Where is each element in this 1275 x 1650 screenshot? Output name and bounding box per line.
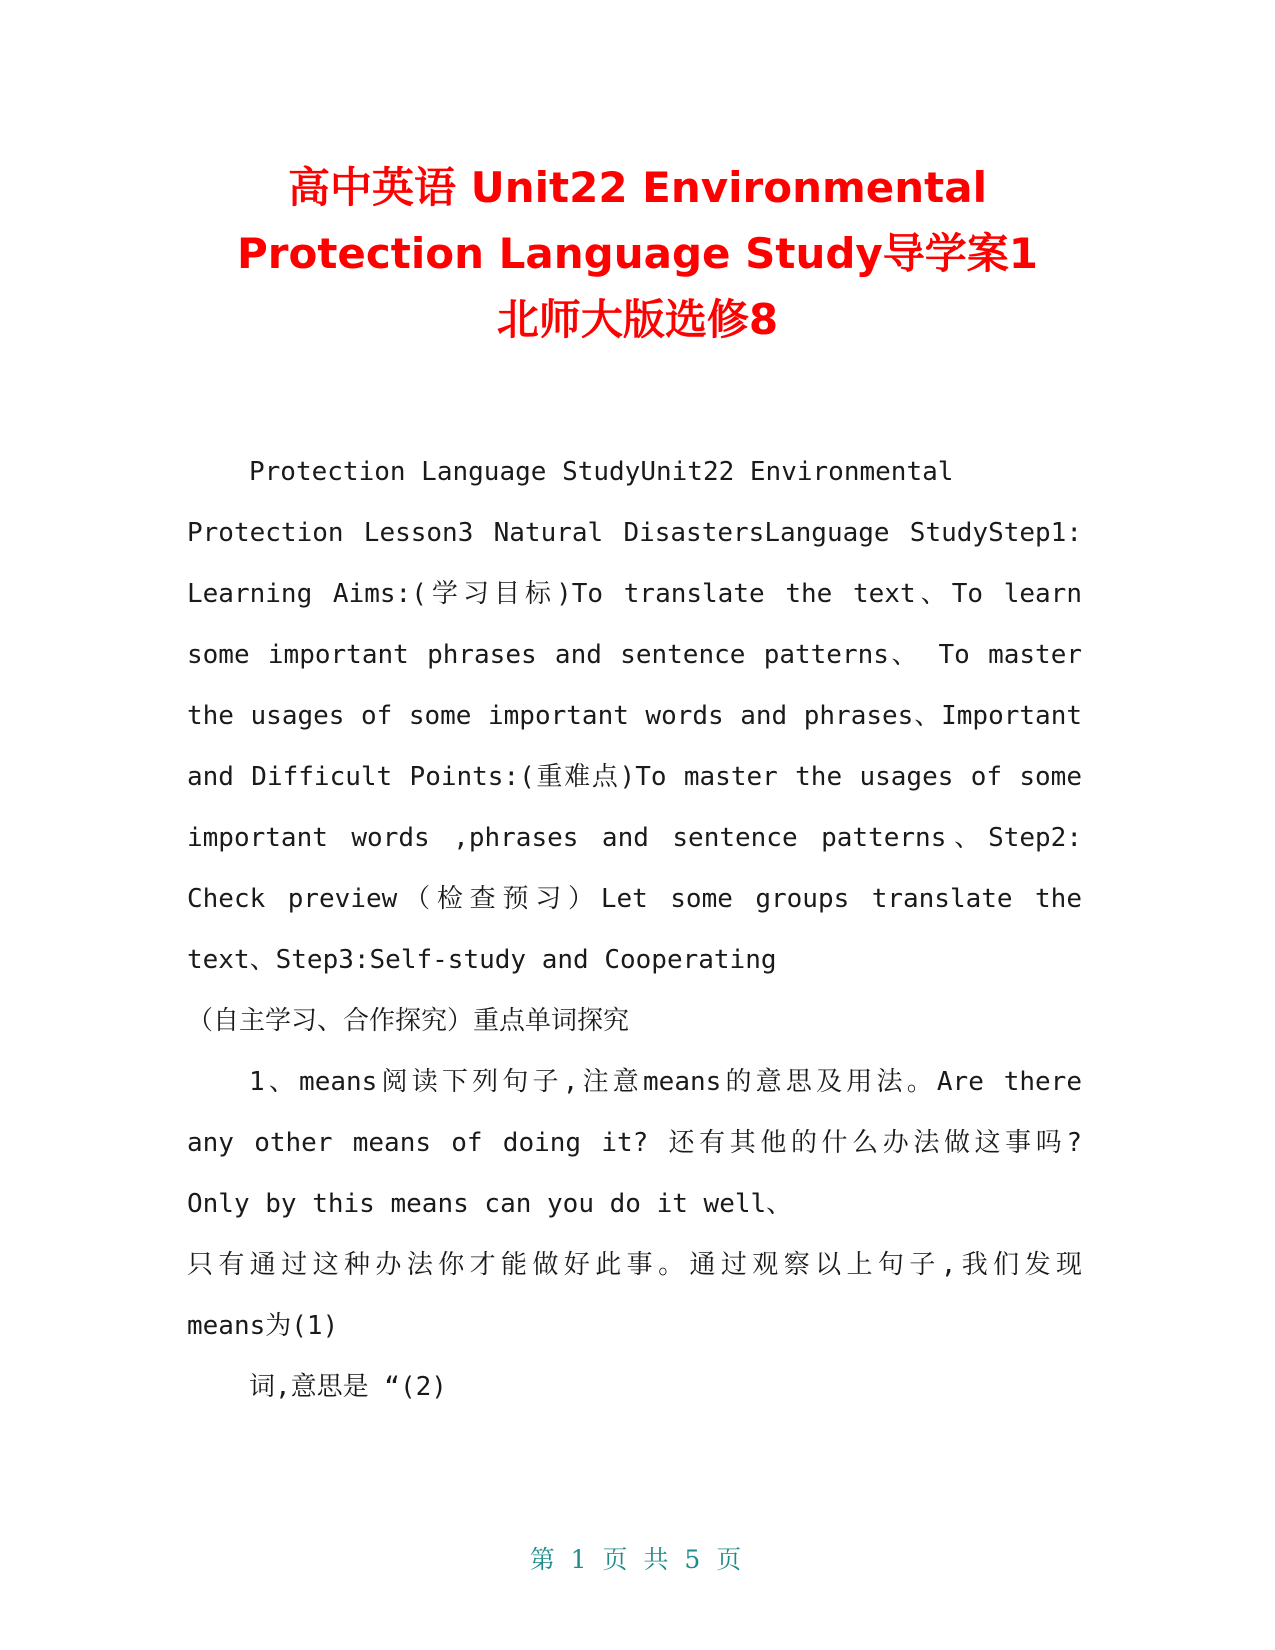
- body-line: Only by this means can you do it well、: [187, 1189, 793, 1219]
- document-title: [180, 155, 1095, 353]
- title-line-3: 北师大版选修8: [496, 295, 779, 344]
- body-line: （自主学习、合作探究）重点单词探究: [187, 1006, 630, 1036]
- document-body: [187, 442, 1082, 1418]
- body-line: Learning Aims:(学习目标)To translate the text、To learn: [187, 579, 1082, 609]
- title-line-1: 高中英语 Unit22 Environmental: [288, 163, 987, 212]
- body-line: and Difficult Points:(重难点)To master the usages of some: [187, 762, 1082, 792]
- body-line: 词,意思是 “(2): [249, 1372, 447, 1402]
- title-line-2: Protection Language Study导学案1: [236, 229, 1039, 278]
- body-line: the usages of some important words and phrases、Important: [187, 701, 1082, 731]
- body-line: 1、means阅读下列句子,注意means的意思及用法。Are there: [249, 1067, 1082, 1097]
- body-line: Check preview（检查预习）Let some groups translate the: [187, 884, 1082, 914]
- body-line: means为(1): [187, 1311, 339, 1341]
- body-line: Protection Language StudyUnit22 Environmental: [249, 457, 954, 487]
- body-line: important words ,phrases and sentence patterns、Step2:: [187, 823, 1082, 853]
- body-line: some important phrases and sentence patterns、 To master: [187, 640, 1082, 670]
- body-line: 只有通过这种办法你才能做好此事。通过观察以上句子,我们发现: [187, 1250, 1082, 1280]
- body-line: any other means of doing it? 还有其他的什么办法做这事吗?: [187, 1128, 1082, 1158]
- body-line: text、Step3:Self-study and Cooperating: [187, 945, 777, 975]
- body-line: Protection Lesson3 Natural DisastersLanguage StudyStep1:: [187, 518, 1082, 548]
- page-footer: 第 1 页 共 5 页: [529, 1545, 746, 1574]
